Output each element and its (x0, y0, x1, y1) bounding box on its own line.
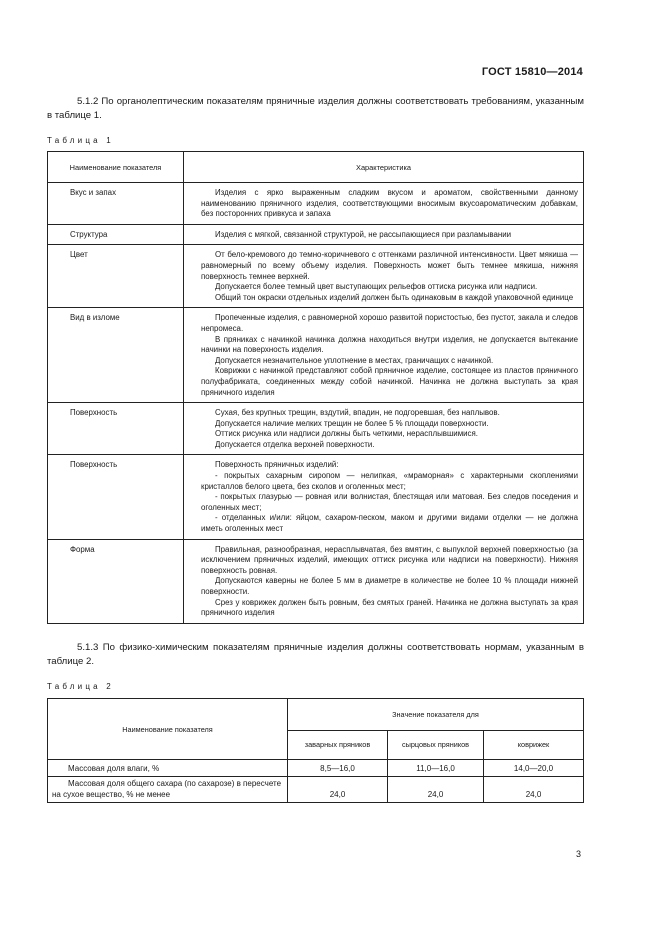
table2-header-kovrizhki: коврижек (484, 730, 584, 759)
table1-row-name: Вид в изломе (48, 308, 184, 403)
organoleptic-table (47, 151, 584, 624)
table2-header-zavarnye: заварных пряников (288, 730, 388, 759)
characteristic-paragraph: - покрытых глазурью — ровная или волнистая, блестящая или матовая. Без следов поседения и оголенных мест; (201, 492, 578, 512)
table1-body (48, 183, 584, 624)
table-row (48, 539, 584, 623)
characteristic-paragraph: Допускается незначительное уплотнение в местах, граничащих с начинкой. (215, 355, 494, 365)
table2-value: 24,0 (388, 777, 484, 803)
document-id: ГОСТ 15810—2014 (481, 66, 583, 78)
characteristic-paragraph: Допускается наличие мелких трещин не более 5 % площади поверхности. (215, 418, 489, 428)
table2-row-name: Массовая доля общего сахара (по сахарозе) в пересчете на сухое вещество, % не менее (48, 777, 288, 803)
table2-value: 14,0—20,0 (484, 760, 584, 777)
table1-row-name: Форма (48, 539, 184, 623)
table2-value: 24,0 (288, 777, 388, 803)
characteristic-paragraph: Оттиск рисунка или надписи должны быть четкими, нерасплывшимися. (215, 429, 478, 439)
table2-value: 11,0—16,0 (388, 760, 484, 777)
characteristic-paragraph: Изделия с мягкой, связанной структурой, не рассыпающиеся при разламывании (215, 229, 512, 239)
table1-row-name: Структура (48, 224, 184, 245)
characteristic-paragraph: Допускается более темный цвет выступающих рельефов оттиска рисунка или надписи. (215, 282, 538, 292)
table1-row-name: Вкус и запах (48, 183, 184, 225)
characteristic-paragraph: - покрытых сахарным сиропом — нелипкая, «мраморная» с характерными скоплениями кристаллов белого цвета, без сколов и оголенных мест; (201, 471, 578, 491)
characteristic-paragraph: От бело-кремового до темно-коричневого с оттенками различной интенсивности. Цвет мякиша — равномерный по всему объему изделия. Поверхность может быть темнее мякиша, нижняя поверхность темнее верхней. (201, 250, 578, 281)
physicochemical-table (47, 698, 584, 803)
characteristic-paragraph: Поверхность пряничных изделий: (215, 460, 339, 470)
table1-row-characteristic (184, 455, 584, 539)
table2-caption: Таблица 2 (47, 682, 114, 691)
characteristic-paragraph: Изделия с ярко выраженным сладким вкусом и ароматом, свойственными данному наименованию пряничного изделия, соответствующими вносимым вкусоароматическим добавкам, без посторонних привкуса и запаха (201, 188, 578, 219)
paragraph-5-1-3 (47, 641, 584, 668)
table1-row-characteristic (184, 183, 584, 225)
table1-row-name: Поверхность (48, 403, 184, 455)
table2-header-syrtsovye: сырцовых пряников (388, 730, 484, 759)
characteristic-paragraph: Допускается отделка верхней поверхности. (215, 439, 375, 449)
table-row (48, 245, 584, 308)
table1-row-characteristic (184, 308, 584, 403)
characteristic-paragraph: Срез у коврижек должен быть ровным, без смятых граней. Начинка не должна выступать за края пряничного изделия (201, 597, 578, 618)
table1-caption: Таблица 1 (47, 136, 114, 145)
table1-row-characteristic (184, 403, 584, 455)
table2-row-name: Массовая доля влаги, % (48, 760, 288, 777)
characteristic-paragraph: Сухая, без крупных трещин, вздутий, впадин, не подгоревшая, без наплывов. (215, 408, 500, 418)
characteristic-paragraph: Правильная, разнообразная, нерасплывчатая, без вмятин, с выпуклой верхней поверхностью (за исключением пряничных изделий, имеющих оттиск рисунка или надписи на поверхности). Нижняя поверхность ровная. (201, 544, 578, 575)
table-row (48, 403, 584, 455)
table2-header-name: Наименование показателя (48, 699, 288, 760)
table-row (48, 777, 584, 803)
table1-row-name: Поверхность (48, 455, 184, 539)
table-row (48, 455, 584, 539)
table-row (48, 760, 584, 777)
table2-header-group: Значение показателя для (288, 699, 584, 731)
table-row (48, 308, 584, 403)
characteristic-paragraph: Коврижки с начинкой представляют собой пряничное изделие, состоящее из пластов пряничного полуфабриката, соединенных между собой начинкой. Начинка не должна выступать за края пряничного изделия (201, 366, 578, 397)
characteristic-paragraph: Общий тон окраски отдельных изделий должен быть одинаковым в каждой упаковочной единице (215, 292, 574, 302)
characteristic-paragraph: Пропеченные изделия, с равномерной хорошо развитой пористостью, без пустот, закала и следов непромеса. (201, 313, 578, 333)
table1-header-name: Наименование показателя (48, 152, 184, 183)
paragraph-5-1-2 (47, 95, 584, 122)
table1-row-characteristic (184, 245, 584, 308)
table-row (48, 224, 584, 245)
characteristic-paragraph: - отделанных и/или: яйцом, сахаром-песком, маком и другими видами отделки — не должна иметь оголенных мест (201, 513, 578, 534)
table-row (48, 183, 584, 225)
table2-value: 24,0 (484, 777, 584, 803)
characteristic-paragraph: Допускаются каверны не более 5 мм в диаметре в количестве не более 10 % площади нижней поверхности. (201, 576, 578, 596)
table1-row-name: Цвет (48, 245, 184, 308)
table2-value: 8,5—16,0 (288, 760, 388, 777)
characteristic-paragraph: В пряниках с начинкой начинка должна находиться внутри изделия, не допускается вытекание начинки на поверхность изделия. (201, 334, 578, 355)
paragraph-5-1-3-text: 5.1.3 По физико-химическим показателям пряничные изделия должны соответствовать нормам, указанным в таблице 2. (47, 642, 584, 667)
table1-row-characteristic (184, 224, 584, 245)
table1-header-characteristic: Характеристика (184, 152, 584, 183)
page-number: 3 (575, 849, 581, 859)
table1-row-characteristic (184, 539, 584, 623)
paragraph-5-1-2-text: 5.1.2 По органолептическим показателям пряничные изделия должны соответствовать требованиям, указанным в таблице 1. (47, 96, 584, 121)
